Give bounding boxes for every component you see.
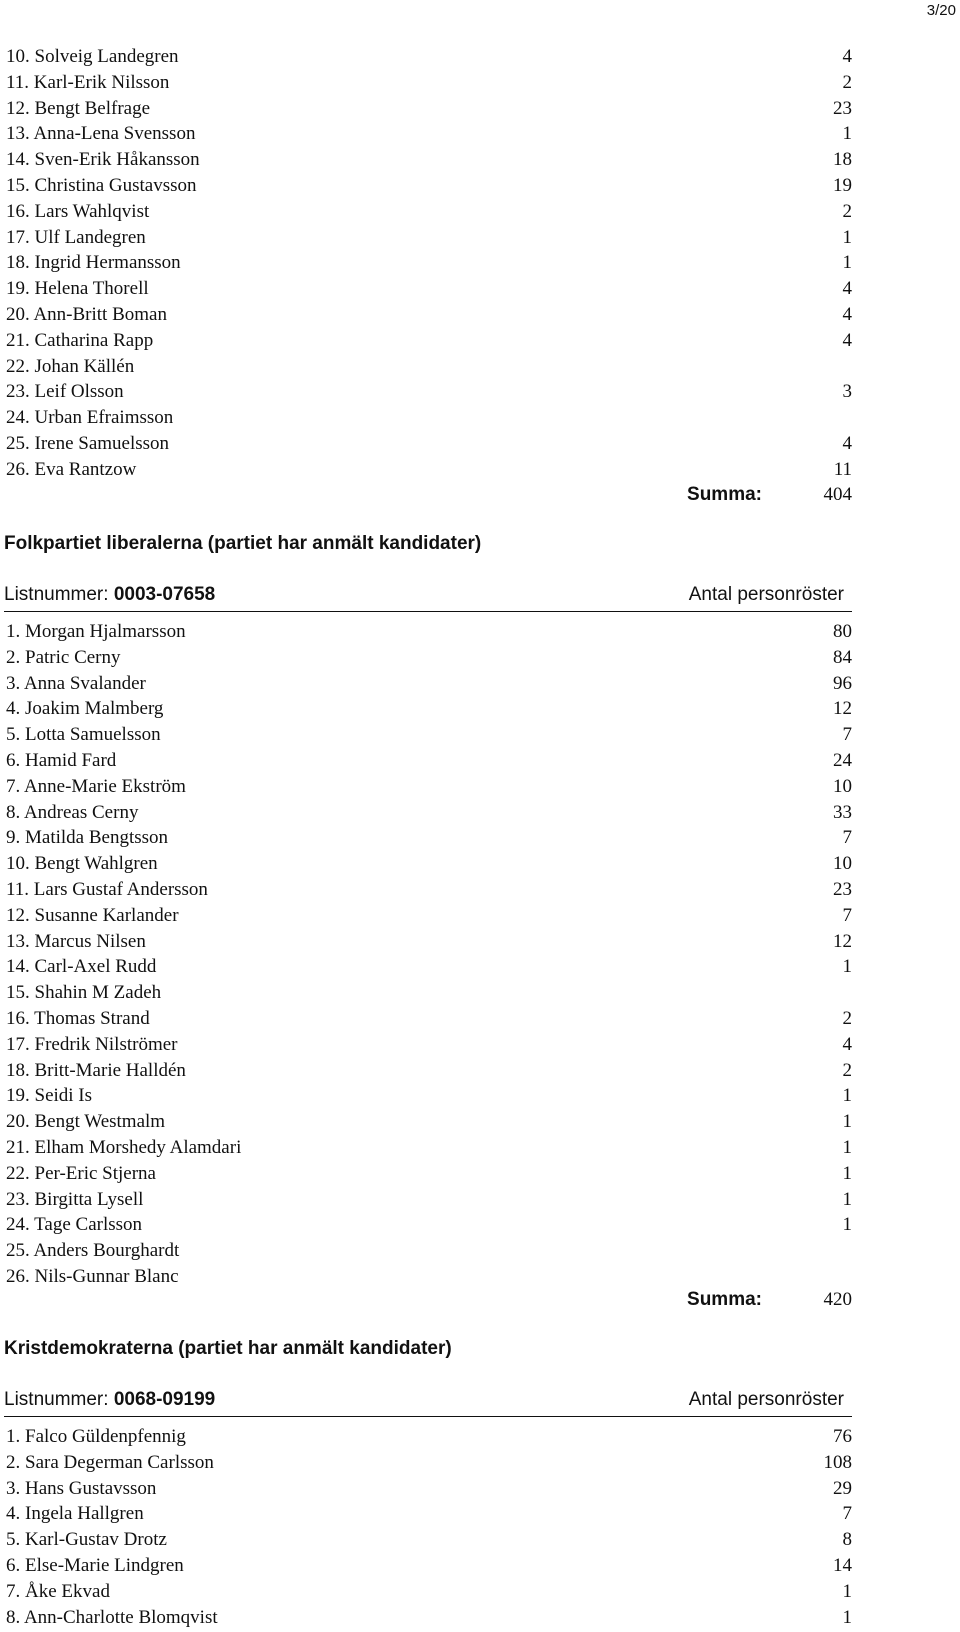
candidate-row <box>6 929 852 955</box>
party-heading: Folkpartiet liberalerna (partiet har anmält kandidater) <box>4 533 482 554</box>
candidate-name: 21. Elham Morshedy Alamdari <box>6 1137 242 1158</box>
candidate-name: 6. Hamid Fard <box>6 750 117 771</box>
candidate-row <box>6 1032 852 1058</box>
candidate-votes: 1 <box>842 1606 852 1628</box>
candidate-row <box>6 722 852 748</box>
candidate-name: 9. Matilda Bengtsson <box>6 827 169 849</box>
candidate-name: 13. Marcus Nilsen <box>6 930 146 952</box>
candidate-votes: 11 <box>833 458 852 480</box>
candidate-name: 25. Irene Samuelsson <box>6 433 170 454</box>
candidate-votes: 4 <box>842 278 852 300</box>
candidate-row <box>6 1135 852 1161</box>
candidate-name: 16. Lars Wahlqvist <box>6 200 150 222</box>
candidate-votes: 24 <box>833 750 852 771</box>
candidate-name: 5. Karl-Gustav Drotz <box>6 1529 167 1551</box>
sum-label: Summa: <box>687 484 762 505</box>
candidate-name: 4. Ingela Hallgren <box>6 1503 144 1525</box>
candidate-votes: 2 <box>842 1059 852 1081</box>
party-heading: Kristdemokraterna (partiet har anmält kandidater) <box>4 1338 452 1359</box>
candidate-row <box>6 173 852 199</box>
candidate-row <box>6 671 852 697</box>
candidate-votes: 4 <box>842 329 852 351</box>
candidate-votes: 7 <box>842 827 852 849</box>
votes-column-header: Antal personröster <box>688 1389 844 1410</box>
candidate-row <box>6 1006 852 1032</box>
candidate-name: 7. Anne-Marie Ekström <box>6 775 186 797</box>
candidate-row <box>6 748 852 774</box>
candidate-votes: 1 <box>842 252 852 274</box>
candidate-name: 17. Ulf Landegren <box>6 226 146 248</box>
candidate-votes: 29 <box>833 1477 852 1499</box>
candidate-name: 18. Britt-Marie Halldén <box>6 1059 186 1081</box>
candidate-votes: 10 <box>833 775 852 797</box>
candidate-votes: 4 <box>842 1033 852 1055</box>
candidate-row <box>6 1212 852 1238</box>
candidate-row <box>6 1424 852 1450</box>
candidate-votes: 1 <box>842 956 852 978</box>
candidate-row <box>6 1501 852 1527</box>
candidate-row <box>6 645 852 671</box>
candidate-row <box>6 431 852 457</box>
candidate-row <box>6 70 852 96</box>
candidate-name: 26. Eva Rantzow <box>6 458 137 480</box>
candidate-row <box>6 44 852 70</box>
candidate-votes: 76 <box>833 1426 852 1447</box>
candidate-name: 8. Ann-Charlotte Blomqvist <box>6 1606 218 1628</box>
candidate-votes: 1 <box>842 123 852 145</box>
candidate-name: 3. Hans Gustavsson <box>6 1477 157 1499</box>
candidate-name: 22. Johan Källén <box>6 355 135 377</box>
candidate-row <box>6 825 852 851</box>
candidate-name: 18. Ingrid Hermansson <box>6 252 181 274</box>
candidate-name: 6. Else-Marie Lindgren <box>6 1555 184 1576</box>
candidate-name: 10. Solveig Landegren <box>6 46 179 67</box>
candidate-row <box>6 1527 852 1553</box>
list-header <box>4 1386 852 1417</box>
candidate-row <box>6 457 852 483</box>
candidate-name: 2. Patric Cerny <box>6 646 121 668</box>
candidate-votes: 1 <box>842 1188 852 1210</box>
candidate-row <box>6 121 852 147</box>
sum-row <box>6 481 852 509</box>
page-number: 3/20 <box>926 2 956 19</box>
candidate-row <box>6 877 852 903</box>
candidate-name: 15. Shahin M Zadeh <box>6 982 162 1004</box>
candidate-row <box>6 1161 852 1187</box>
candidate-name: 26. Nils-Gunnar Blanc <box>6 1266 179 1287</box>
candidate-name: 23. Leif Olsson <box>6 381 124 403</box>
candidate-row <box>6 1058 852 1084</box>
candidate-row <box>6 1553 852 1579</box>
candidate-name: 19. Seidi Is <box>6 1085 93 1107</box>
candidate-name: 22. Per-Eric Stjerna <box>6 1162 156 1184</box>
candidate-row <box>6 405 852 431</box>
candidate-row <box>6 851 852 877</box>
candidate-name: 13. Anna-Lena Svensson <box>6 123 196 145</box>
candidate-votes: 1 <box>842 1214 852 1236</box>
candidate-name: 20. Ann-Britt Boman <box>6 304 167 325</box>
candidate-votes: 14 <box>833 1555 852 1576</box>
candidate-votes: 7 <box>842 904 852 926</box>
list-header <box>4 581 852 612</box>
candidate-votes: 1 <box>842 1111 852 1133</box>
candidate-name: 2. Sara Degerman Carlsson <box>6 1451 214 1473</box>
candidate-row <box>6 1450 852 1476</box>
candidate-row <box>6 1238 852 1264</box>
candidate-name: 25. Anders Bourghardt <box>6 1240 180 1262</box>
candidate-name: 19. Helena Thorell <box>6 278 149 300</box>
candidate-row <box>6 199 852 225</box>
candidate-votes: 3 <box>842 381 852 403</box>
list-number-label: Listnummer: 0068-09199 <box>4 1389 216 1410</box>
candidate-name: 20. Bengt Westmalm <box>6 1111 166 1133</box>
candidate-row <box>6 250 852 276</box>
candidate-name: 3. Anna Svalander <box>6 672 146 694</box>
candidate-row <box>6 147 852 173</box>
candidate-row <box>6 1476 852 1502</box>
candidate-row <box>6 980 852 1006</box>
candidate-votes: 4 <box>842 46 852 67</box>
candidate-name: 23. Birgitta Lysell <box>6 1188 144 1210</box>
candidate-votes: 1 <box>842 226 852 248</box>
candidate-row <box>6 774 852 800</box>
candidate-row <box>6 954 852 980</box>
candidate-votes: 108 <box>823 1451 852 1473</box>
sum-value: 404 <box>823 484 852 505</box>
candidate-votes: 96 <box>833 672 852 694</box>
candidate-name: 7. Åke Ekvad <box>6 1580 110 1602</box>
candidate-row <box>6 1109 852 1135</box>
candidate-row <box>6 1187 852 1213</box>
candidate-row <box>6 619 852 645</box>
candidate-row <box>6 302 852 328</box>
candidate-name: 16. Thomas Strand <box>6 1008 150 1029</box>
candidate-name: 24. Urban Efraimsson <box>6 407 174 429</box>
candidate-votes: 33 <box>833 801 852 823</box>
candidate-votes: 84 <box>833 646 852 668</box>
candidate-votes: 23 <box>833 97 852 119</box>
candidate-votes: 1 <box>842 1085 852 1107</box>
candidate-row <box>6 800 852 826</box>
candidate-name: 10. Bengt Wahlgren <box>6 853 158 875</box>
candidate-votes: 4 <box>842 304 852 325</box>
candidate-votes: 10 <box>833 853 852 875</box>
list-number-label: Listnummer: 0003-07658 <box>4 584 216 605</box>
candidate-row <box>6 328 852 354</box>
candidate-name: 5. Lotta Samuelsson <box>6 724 161 746</box>
candidate-votes: 1 <box>842 1580 852 1602</box>
candidate-votes: 12 <box>833 930 852 952</box>
candidate-name: 11. Karl-Erik Nilsson <box>6 71 170 93</box>
candidate-name: 11. Lars Gustaf Andersson <box>6 879 208 900</box>
votes-column-header: Antal personröster <box>688 584 844 605</box>
candidate-votes: 19 <box>833 175 852 196</box>
candidate-row <box>6 276 852 302</box>
candidate-votes: 23 <box>833 879 852 900</box>
candidate-row <box>6 1579 852 1605</box>
candidate-votes: 8 <box>842 1529 852 1551</box>
candidate-row <box>6 225 852 251</box>
candidate-votes: 12 <box>833 698 852 720</box>
sum-label: Summa: <box>687 1289 762 1310</box>
candidate-votes: 18 <box>833 149 852 171</box>
candidate-name: 21. Catharina Rapp <box>6 329 154 351</box>
candidate-name: 15. Christina Gustavsson <box>6 175 197 196</box>
candidate-votes: 2 <box>842 71 852 93</box>
candidate-votes: 80 <box>833 621 852 642</box>
sum-value: 420 <box>823 1289 852 1310</box>
candidate-name: 24. Tage Carlsson <box>6 1214 143 1236</box>
candidate-name: 4. Joakim Malmberg <box>6 698 164 720</box>
candidate-name: 12. Bengt Belfrage <box>6 97 151 119</box>
candidate-row <box>6 696 852 722</box>
candidate-votes: 2 <box>842 200 852 222</box>
list-number: 0068-09199 <box>113 1389 216 1410</box>
candidate-name: 14. Carl-Axel Rudd <box>6 956 157 978</box>
list-number: 0003-07658 <box>113 584 216 605</box>
candidate-row <box>6 96 852 122</box>
candidate-votes: 1 <box>842 1162 852 1184</box>
candidate-row <box>6 903 852 929</box>
candidate-name: 17. Fredrik Nilströmer <box>6 1033 178 1055</box>
candidate-votes: 7 <box>842 1503 852 1525</box>
candidate-row <box>6 379 852 405</box>
candidate-name: 1. Falco Güldenpfennig <box>6 1426 186 1447</box>
candidate-name: 1. Morgan Hjalmarsson <box>6 621 186 642</box>
candidate-votes: 2 <box>842 1008 852 1029</box>
candidate-votes: 1 <box>842 1137 852 1158</box>
sum-row <box>6 1286 852 1314</box>
candidate-row <box>6 354 852 380</box>
candidate-votes: 7 <box>842 724 852 746</box>
candidate-votes: 4 <box>842 433 852 454</box>
candidate-name: 14. Sven-Erik Håkansson <box>6 149 200 171</box>
candidate-row <box>6 1083 852 1109</box>
candidate-row <box>6 1605 852 1631</box>
candidate-name: 8. Andreas Cerny <box>6 801 139 823</box>
candidate-name: 12. Susanne Karlander <box>6 904 179 926</box>
